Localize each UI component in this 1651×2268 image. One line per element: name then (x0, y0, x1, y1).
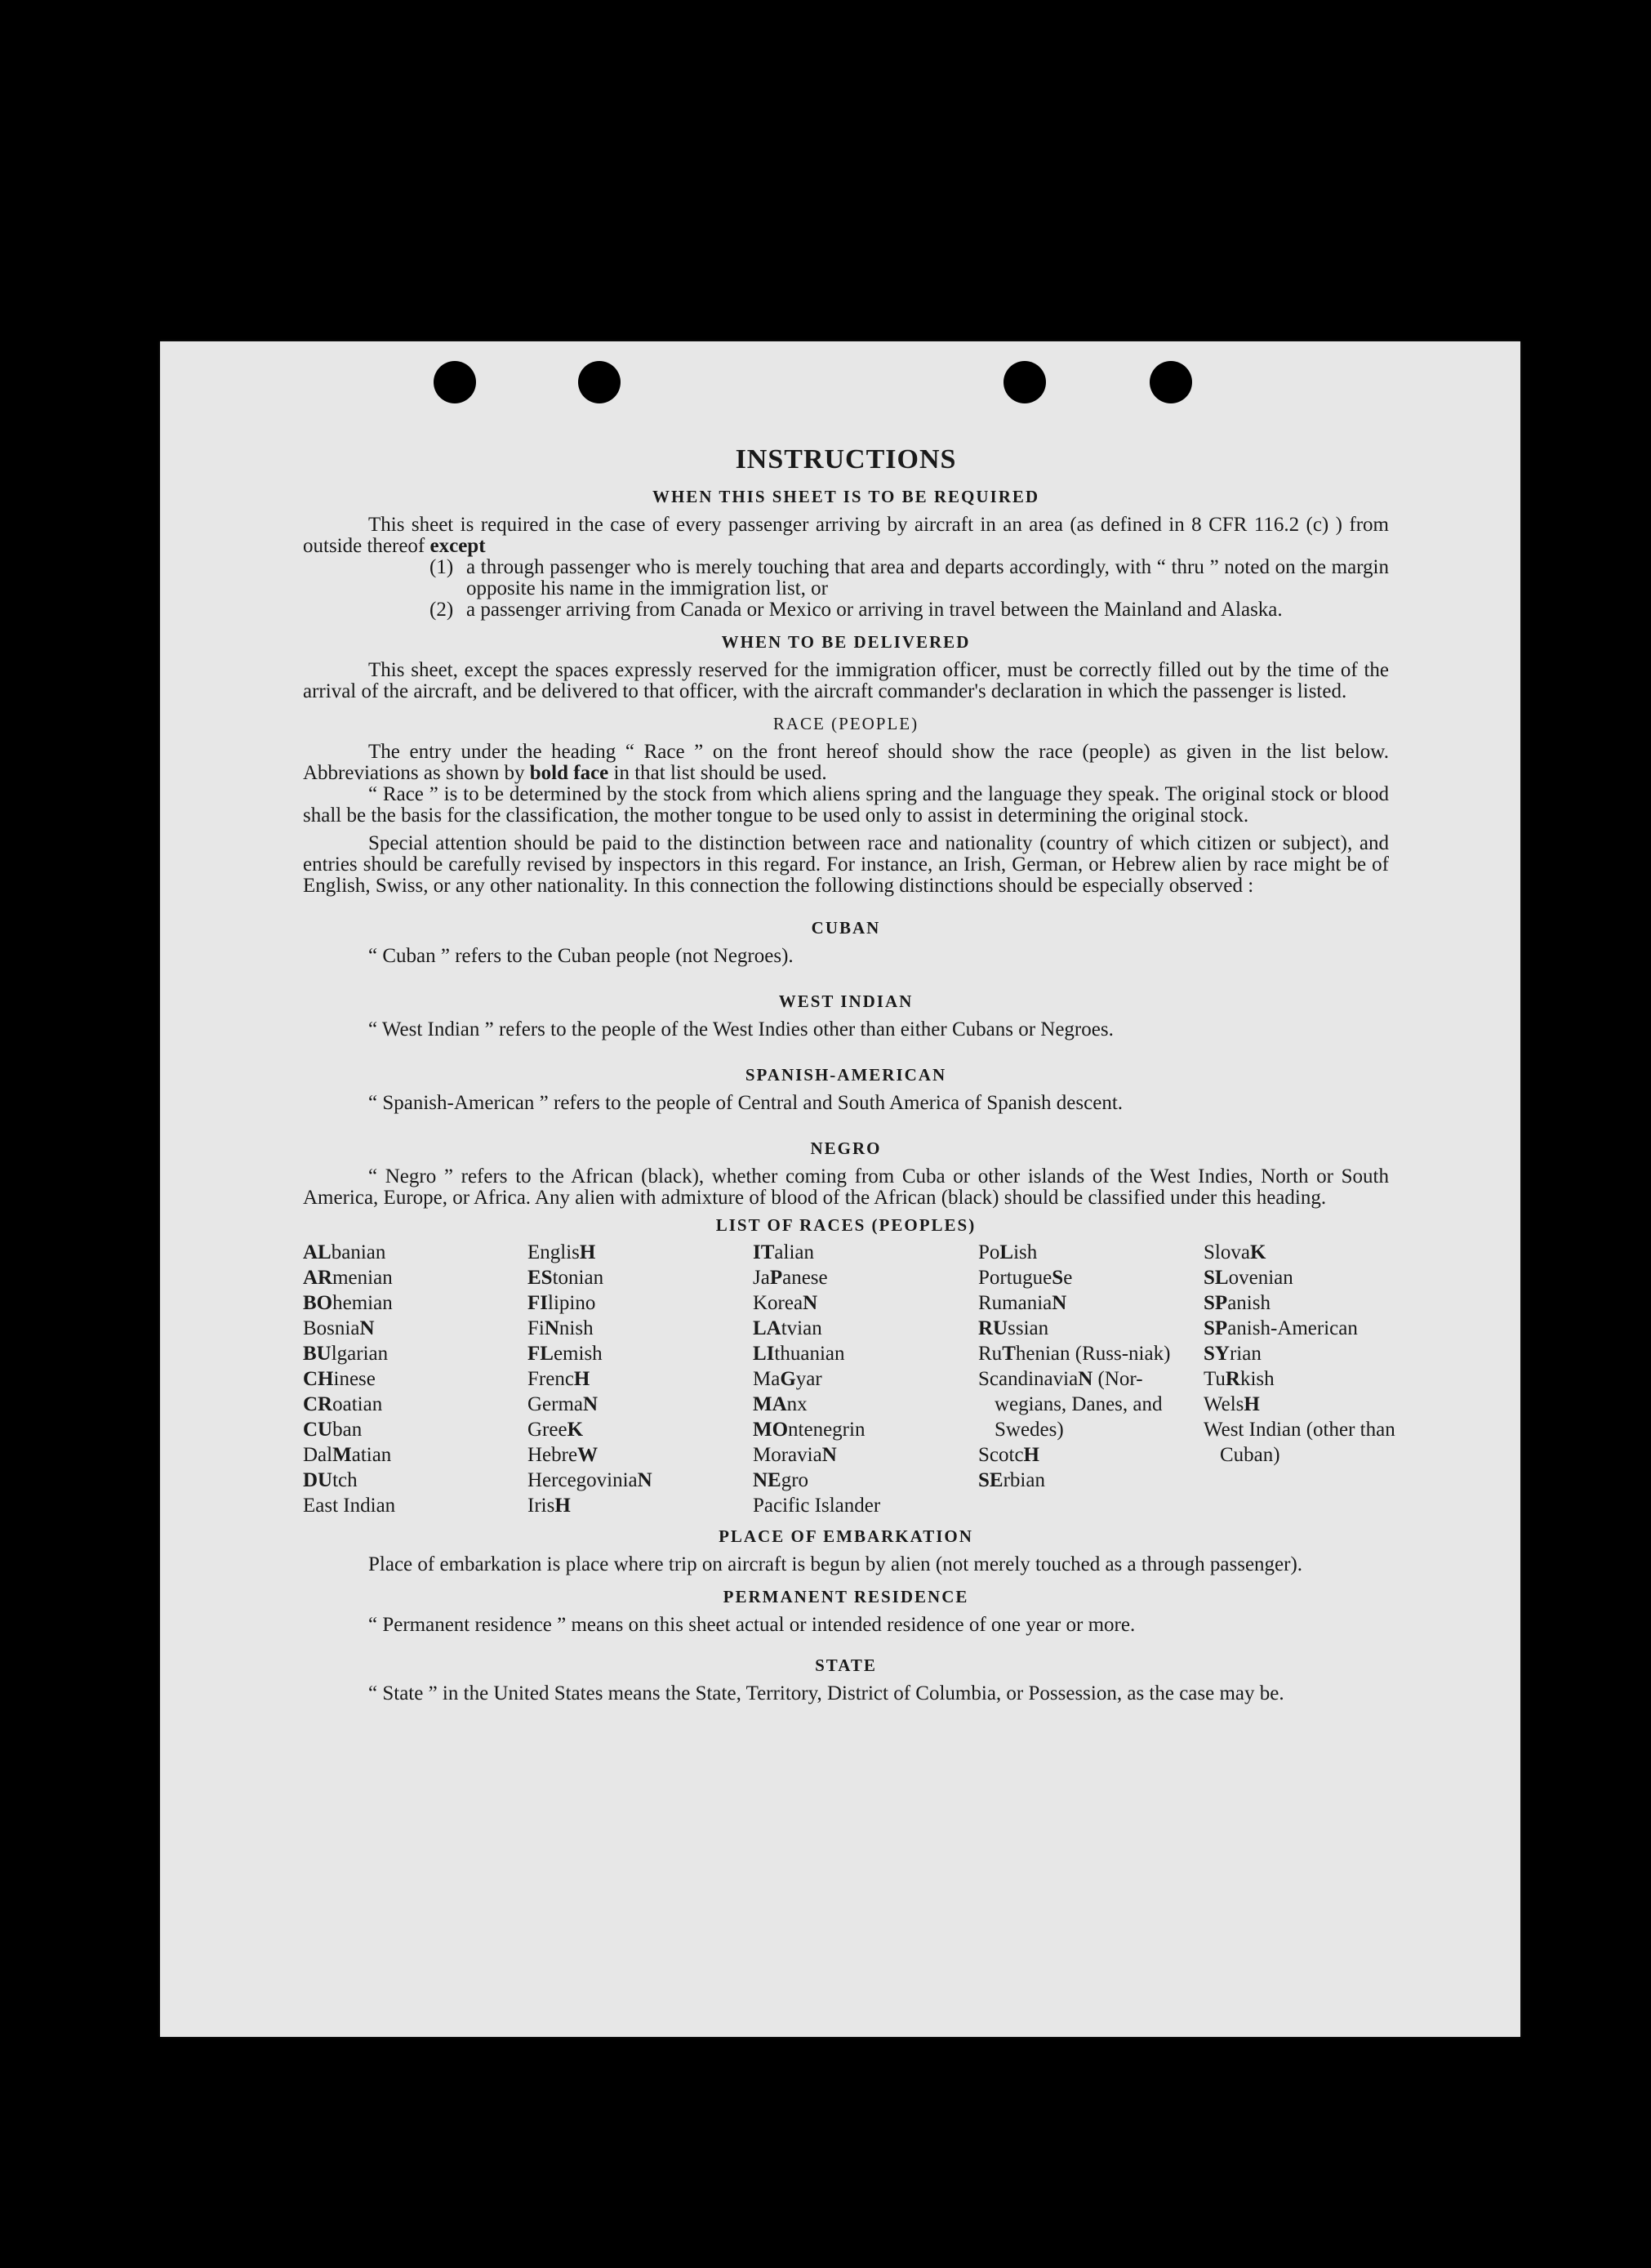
race-entry: MOntenegrin (753, 1419, 866, 1441)
race-entry: SLovenian (1204, 1267, 1293, 1289)
heading-cuban: CUBAN (811, 918, 881, 938)
race-entry: RUssian (978, 1317, 1049, 1339)
race-entry: LAtvian (753, 1317, 822, 1339)
race-entry: BOhemian (303, 1292, 393, 1314)
races-column-2 (527, 1240, 753, 1518)
race-entry: FIlipino (527, 1292, 596, 1314)
punch-hole (434, 361, 476, 403)
race-entry: KoreaN (753, 1292, 818, 1314)
heading-race: RACE (PEOPLE) (772, 714, 919, 733)
race-entry: East Indian (303, 1495, 396, 1517)
heading-negro: NEGRO (810, 1138, 882, 1158)
race-entry: GermaN (527, 1393, 599, 1415)
race-entry: BosniaN (303, 1317, 375, 1339)
race-entry: Pacific Islander (753, 1495, 881, 1517)
race-entry: EnglisH (527, 1241, 596, 1263)
race-entry: RuThenian (Russ-niak) (978, 1343, 1171, 1365)
paragraph-when-delivered: This sheet, except the spaces expressly reserved for the immigration officer, must be correctly filled out by the time of the arrival of the aircraft, and be delivered to that officer, with the aircraft commander's declaration in which the passenger is listed. (303, 659, 1389, 702)
punch-hole (1150, 361, 1192, 403)
race-entry: FiNnish (527, 1317, 594, 1339)
race-entry: ScotcH (978, 1444, 1039, 1466)
paragraph-race-2: “ Race ” is to be determined by the stock from which aliens spring and the language they speak. The original stock or blood shall be the basis for the classification, the mother tongue to be used only to assist in determining the original stock. (303, 783, 1389, 827)
list-item-exception-1: (1) a through passenger who is merely touching that area and departs accordingly, with “ thru ” noted on the margin opposite his name in the immigration list, or (429, 556, 1389, 599)
race-entry: TuRkish (1204, 1368, 1275, 1390)
race-entry: BUlgarian (303, 1343, 389, 1365)
race-entry: NEgro (753, 1469, 809, 1491)
race-entry: West Indian (other than Cuban) (1204, 1419, 1395, 1466)
paragraph-residence: “ Permanent residence ” means on this sheet actual or intended residence of one year or more. (368, 1614, 1136, 1636)
heading-residence: PERMANENT RESIDENCE (723, 1587, 969, 1606)
race-entry: CUban (303, 1419, 363, 1441)
paragraph-race-3: Special attention should be paid to the distinction between race and nationality (country of which citizen or subject), and entries should be carefully revised by inspectors in this regard. For instance, an Irish, German, or Hebrew alien by race might be of English, Swiss, or any other nationality. In this connection the following distinctions should be especially observed : (303, 832, 1389, 897)
heading-state: STATE (815, 1655, 877, 1675)
races-column-5 (1204, 1240, 1416, 1518)
race-entry: RumaniaN (978, 1292, 1067, 1314)
race-entry: HercegoviniaN (527, 1469, 652, 1491)
race-entry: DalMatian (303, 1444, 392, 1466)
race-entry: SlovaK (1204, 1241, 1266, 1263)
race-entry: SPanish (1204, 1292, 1271, 1314)
race-entry: MAnx (753, 1393, 808, 1415)
instructions-content (303, 444, 1395, 1704)
race-entry: HebreW (527, 1444, 599, 1466)
race-entry: ARmenian (303, 1267, 393, 1289)
punch-hole (578, 361, 621, 403)
races-column-4 (978, 1240, 1204, 1518)
race-entry: PoLish (978, 1241, 1038, 1263)
race-entry: PortugueSe (978, 1267, 1073, 1289)
race-entry: CHinese (303, 1368, 376, 1390)
race-entry: SPanish-American (1204, 1317, 1358, 1339)
race-entry: FLemish (527, 1343, 603, 1365)
race-entry: IrisH (527, 1495, 571, 1517)
race-entry: DUtch (303, 1469, 358, 1491)
paragraph-embarkation: Place of embarkation is place where trip on aircraft is begun by alien (not merely touched as a through passenger). (368, 1553, 1303, 1575)
race-entry: ALbanian (303, 1241, 386, 1263)
races-column-3 (753, 1240, 978, 1518)
race-entry: CRoatian (303, 1393, 383, 1415)
paragraph-state: “ State ” in the United States means the State, Territory, District of Columbia, or Possession, as the case may be. (368, 1682, 1284, 1704)
race-entry: GreeK (527, 1419, 584, 1441)
punch-hole (1004, 361, 1046, 403)
race-entry: JaPanese (753, 1267, 828, 1289)
heading-west-indian: WEST INDIAN (778, 991, 914, 1011)
paragraph-west-indian: “ West Indian ” refers to the people of the West Indies other than either Cubans or Negroes. (368, 1018, 1114, 1040)
document-page (160, 341, 1520, 2037)
paragraph-negro: “ Negro ” refers to the African (black), whether coming from Cuba or other islands of the West Indies, North or South America, Europe, or Africa. Any alien with admixture of blood of the African (black) should be classified under this heading. (303, 1165, 1389, 1209)
paragraph-spanish-american: “ Spanish-American ” refers to the people of Central and South America of Spanish descent. (368, 1092, 1124, 1114)
race-entry: MoraviaN (753, 1444, 837, 1466)
races-column-1 (303, 1240, 527, 1518)
heading-spanish-american: SPANISH-AMERICAN (745, 1065, 947, 1085)
race-entry: FrencH (527, 1368, 590, 1390)
page-title: INSTRUCTIONS (735, 444, 957, 475)
heading-list-of-races: LIST OF RACES (PEOPLES) (715, 1215, 977, 1235)
race-entry: ITalian (753, 1241, 814, 1263)
race-entry: SYrian (1204, 1343, 1262, 1365)
paragraph-cuban: “ Cuban ” refers to the Cuban people (not Negroes). (368, 945, 794, 967)
list-item-exception-2: (2) a passenger arriving from Canada or Mexico or arriving in travel between the Mainland and Alaska. (429, 599, 1283, 621)
heading-when-required: WHEN THIS SHEET IS TO BE REQUIRED (652, 487, 1040, 506)
paragraph-race-1: The entry under the heading “ Race ” on the front hereof should show the race (people) as given in the list below. Abbreviations as shown by bold face in that list should be used. (303, 741, 1389, 784)
race-entry: MaGyar (753, 1368, 822, 1390)
heading-embarkation: PLACE OF EMBARKATION (719, 1526, 973, 1546)
race-entry: EStonian (527, 1267, 604, 1289)
heading-when-delivered: WHEN TO BE DELIVERED (721, 632, 971, 652)
race-entry: LIthuanian (753, 1343, 845, 1365)
paragraph-when-required: This sheet is required in the case of every passenger arriving by aircraft in an area (as defined in 8 CFR 116.2 (c) ) from outside thereof except (303, 514, 1389, 557)
race-entry: SErbian (978, 1469, 1045, 1491)
race-entry: WelsH (1204, 1393, 1260, 1415)
race-entry: ScandinaviaN (Nor-wegians, Danes, and Swedes) (978, 1368, 1163, 1441)
races-list (303, 1240, 1395, 1518)
